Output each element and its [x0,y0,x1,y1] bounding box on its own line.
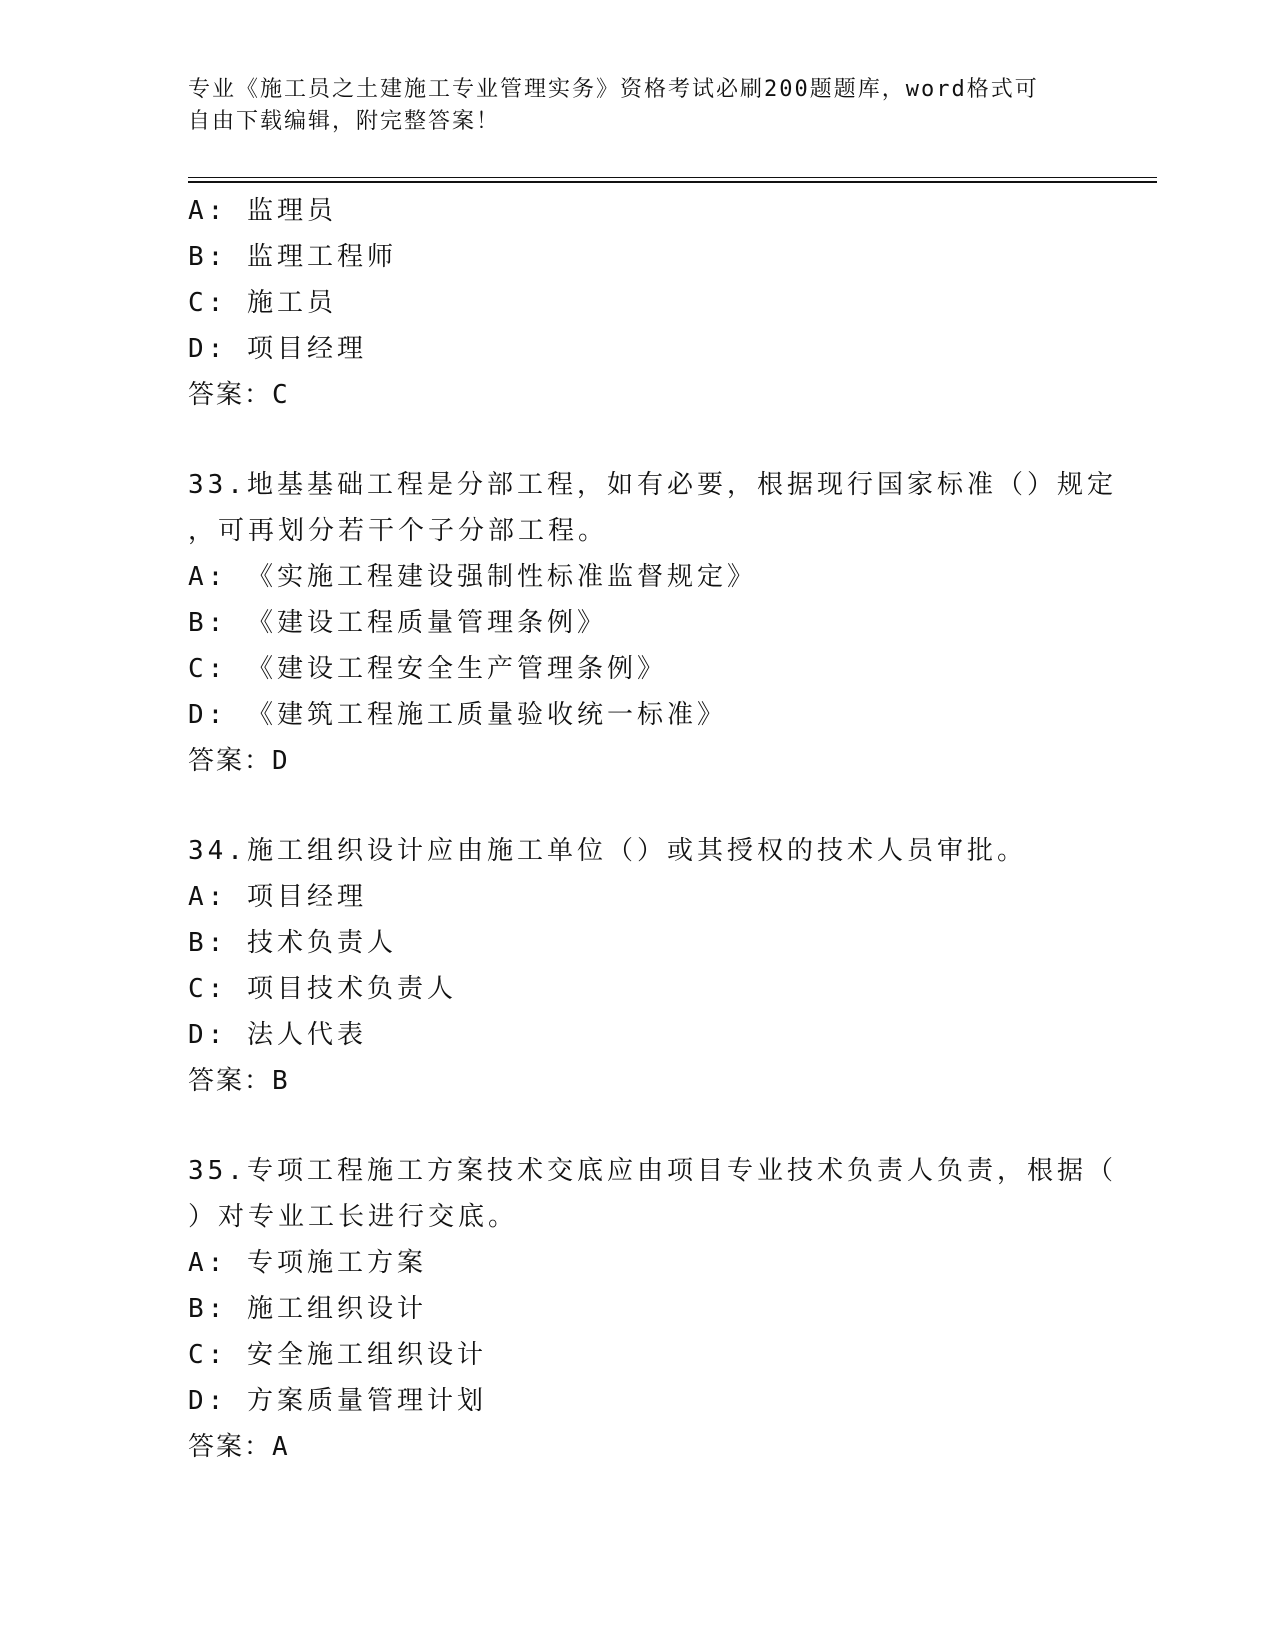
option-c [188,646,1108,692]
answer-line [188,1058,1108,1104]
option-text: 《建设工程质量管理条例》 [246,608,607,638]
option-letter: C: [188,974,228,1004]
answer-value: B [272,1066,290,1096]
document-header [188,74,1088,138]
spacer [188,784,1108,828]
option-c [188,1332,1108,1378]
header-rule-thick [188,181,1157,183]
question-block-33 [188,462,1117,784]
option-letter: C: [188,288,228,318]
option-text: 项目技术负责人 [246,974,457,1004]
answer-label: 答案： [188,1432,273,1462]
option-text: 施工员 [246,288,337,318]
option-a [188,188,1108,234]
option-letter: B: [188,928,228,958]
option-text: 方案质量管理计划 [246,1386,487,1416]
option-d [188,1012,1108,1058]
option-letter: B: [188,242,228,272]
spacer [188,1104,1108,1148]
option-letter: A: [188,1248,228,1278]
answer-label: 答案： [188,1066,273,1096]
option-text: 项目经理 [246,882,367,912]
question-stem-line: 34.施工组织设计应由施工单位（）或其授权的技术人员审批。 [188,836,1027,866]
header-line-2: 自由下载编辑，附完整答案！ [188,109,501,134]
answer-label: 答案： [188,746,273,776]
option-b [188,1286,1108,1332]
option-text: 法人代表 [246,1020,367,1050]
answer-line [188,372,1108,418]
option-letter: D: [188,700,228,730]
option-text: 监理工程师 [246,242,397,272]
question-stem-line: ）对专业工长进行交底。 [188,1202,519,1232]
question-stem-line: 35.专项工程施工方案技术交底应由项目专业技术负责人负责，根据（ [188,1156,1117,1186]
answer-line [188,738,1108,784]
option-a [188,554,1108,600]
option-text: 技术负责人 [246,928,397,958]
option-text: 安全施工组织设计 [246,1340,487,1370]
option-letter: B: [188,608,228,638]
option-letter: A: [188,882,228,912]
option-text: 《建设工程安全生产管理条例》 [246,654,667,684]
option-c [188,280,1108,326]
option-letter: D: [188,1386,228,1416]
option-text: 《建筑工程施工质量验收统一标准》 [246,700,727,730]
answer-line [188,1424,1108,1470]
option-text: 《实施工程建设强制性标准监督规定》 [246,562,757,592]
option-letter: B: [188,1294,228,1324]
answer-value: C [272,380,290,410]
question-stem-line: ，可再划分若干个子分部工程。 [188,516,609,546]
answer-value: A [272,1432,290,1462]
option-d [188,692,1108,738]
question-stem-line: 33.地基基础工程是分部工程，如有必要，根据现行国家标准（）规定 [188,470,1117,500]
option-text: 施工组织设计 [246,1294,427,1324]
answer-label: 答案： [188,380,273,410]
option-letter: C: [188,654,228,684]
option-text: 项目经理 [246,334,367,364]
option-b [188,600,1108,646]
option-d [188,1378,1108,1424]
header-rule-thin [188,177,1157,178]
question-block-35 [188,1148,1117,1470]
option-letter: D: [188,1020,228,1050]
option-text: 专项施工方案 [246,1248,427,1278]
option-b [188,234,1108,280]
spacer [188,418,1108,462]
document-body [188,188,1117,1470]
answer-value: D [272,746,290,776]
option-text: 监理员 [246,196,337,226]
option-letter: D: [188,334,228,364]
question-block-34 [188,828,1108,1104]
option-a [188,874,1108,920]
option-b [188,920,1108,966]
option-a [188,1240,1108,1286]
option-letter: A: [188,562,228,592]
header-line-1: 专业《施工员之土建施工专业管理实务》资格考试必刷200题题库，word格式可 [188,77,1039,102]
question-block-prev [188,188,1108,418]
option-d [188,326,1108,372]
option-letter: A: [188,196,228,226]
option-c [188,966,1108,1012]
option-letter: C: [188,1340,228,1370]
